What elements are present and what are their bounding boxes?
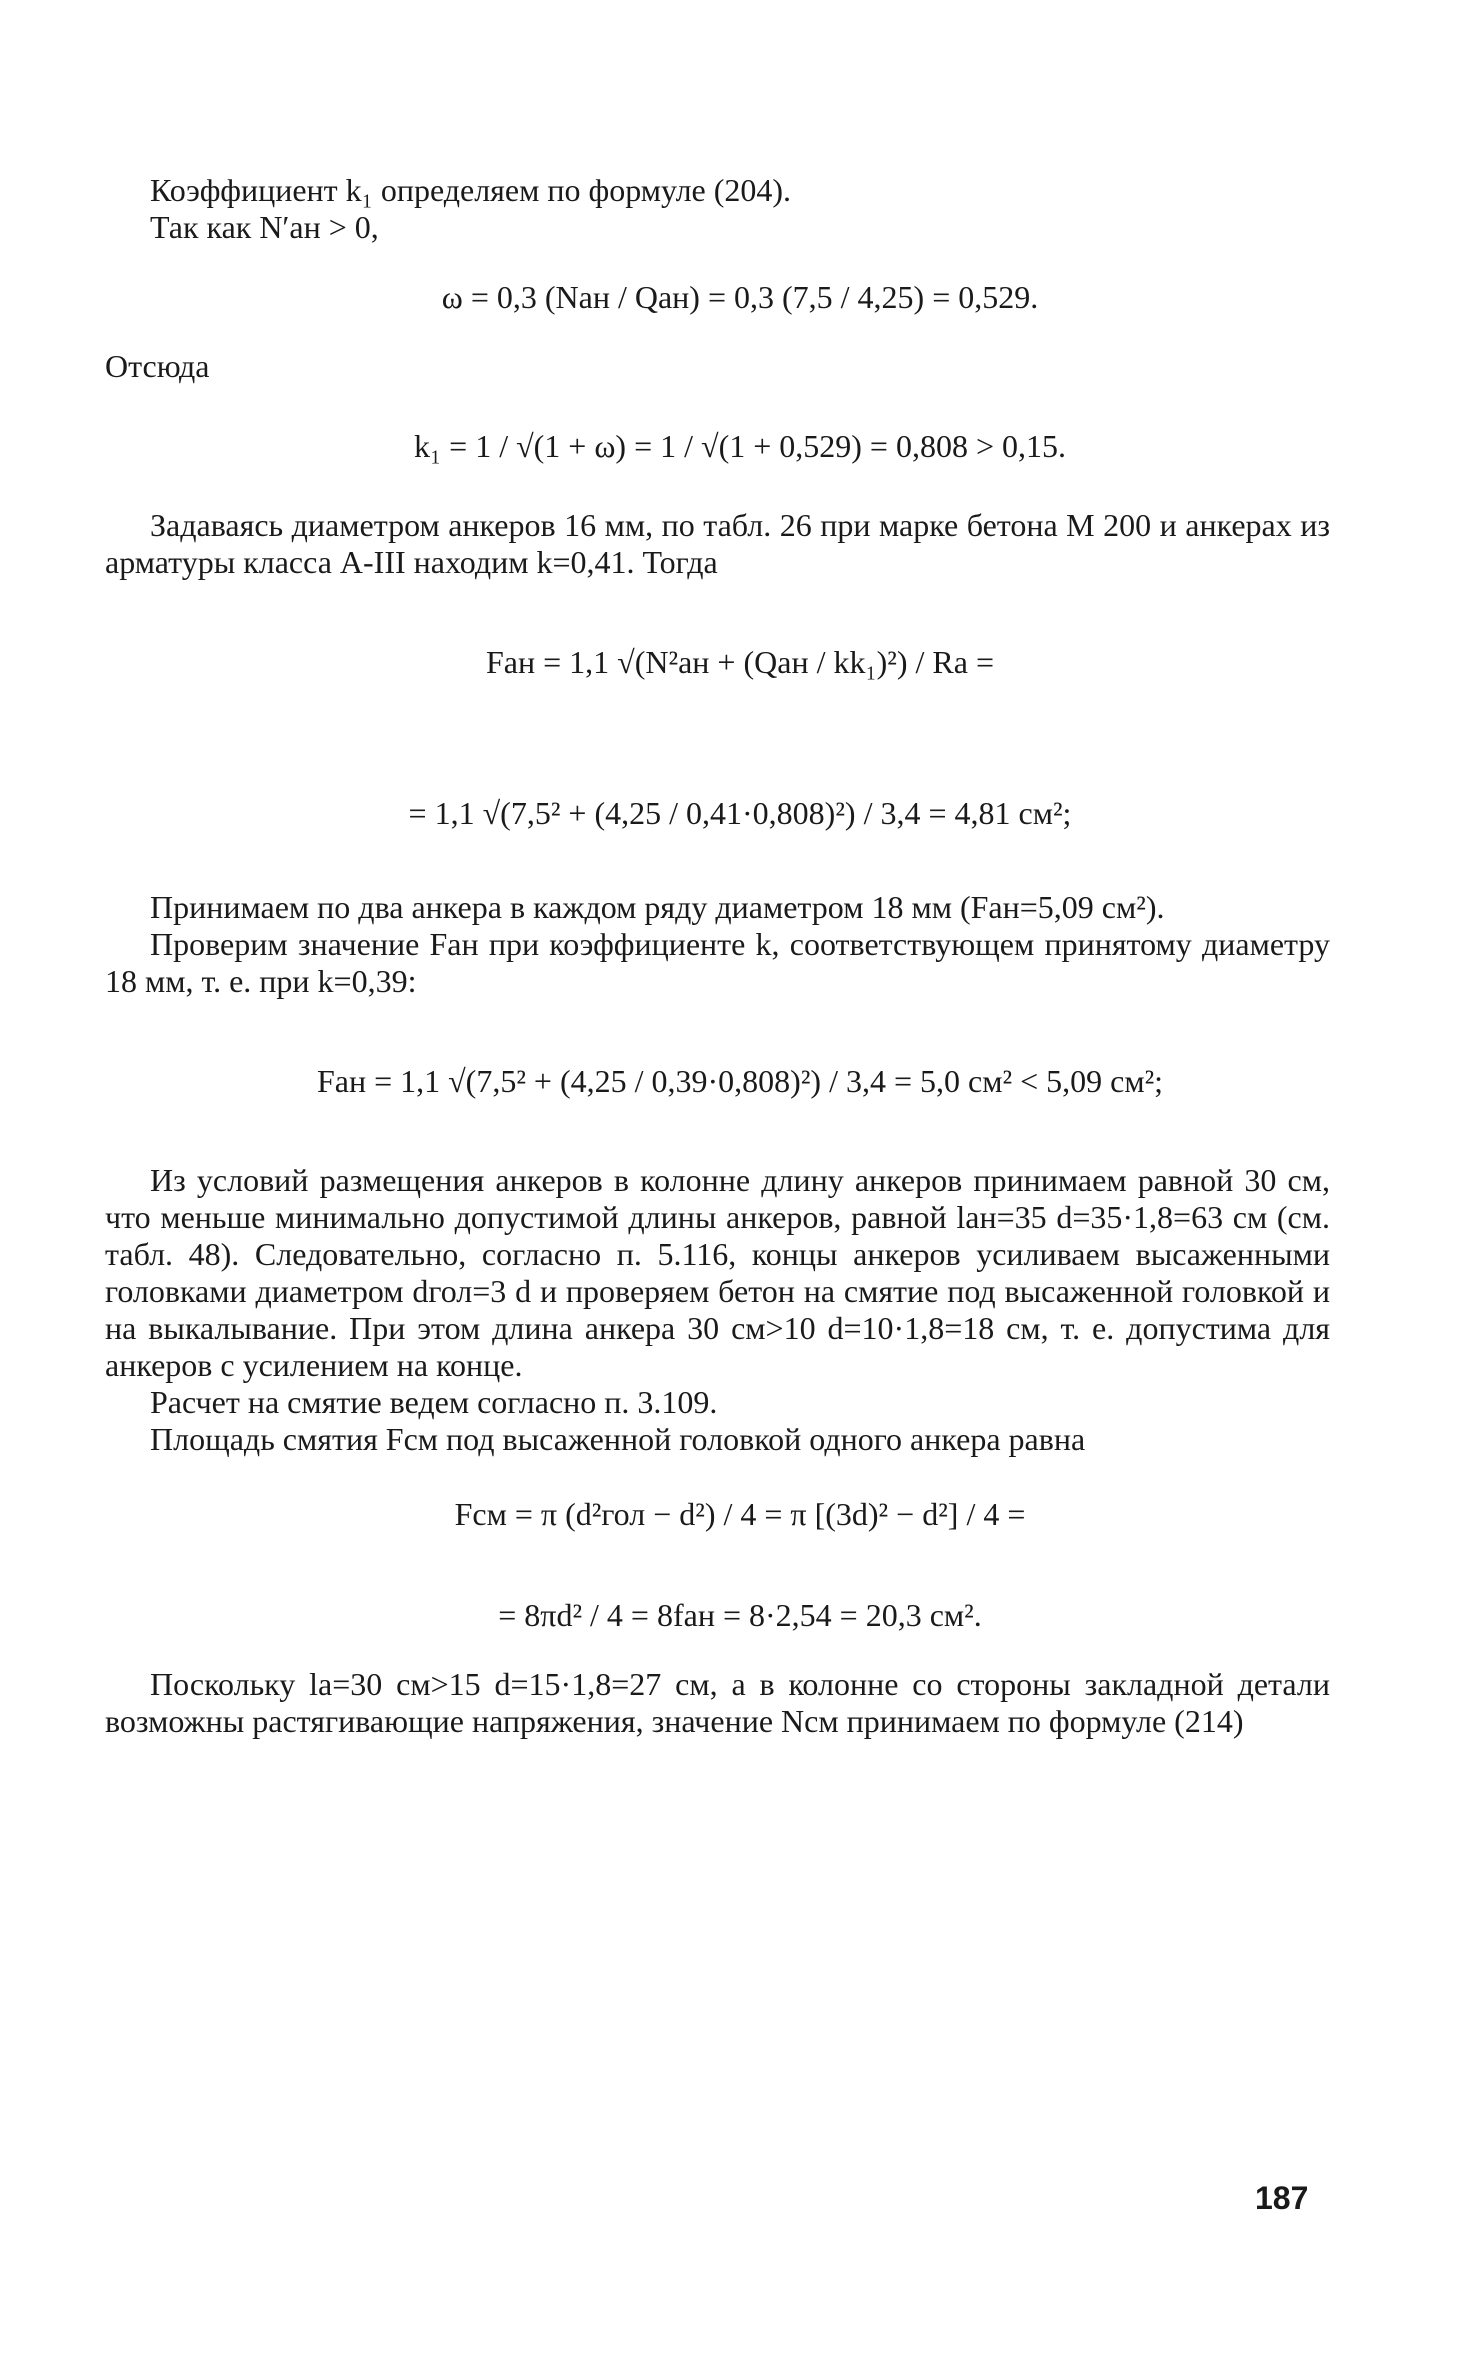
paragraph-2: Так как N′ан > 0, [150, 209, 379, 245]
paragraph-5: Принимаем по два анкера в каждом ряду диаметром 18 мм (Fан=5,09 см²). [150, 889, 1165, 925]
formula-fan-numeric: = 1,1 √(7,5² + (4,25 / 0,41·0,808)²) / 3,4 = 4,81 см²; [408, 794, 1072, 831]
formula-fan-check: Fан = 1,1 √(7,5² + (4,25 / 0,39·0,808)²) / 3,4 = 5,0 см² < 5,09 см²; [316, 1062, 1164, 1099]
paragraph-7: Из условий размещения анкеров в колонне длину анкеров принимаем равной 30 см, что меньше минимально допустимой длины анкеров, равной lан=35 d=35·1,8=63 см (см. табл. 48). Следовательно, согласно п. 5.116, концы анкеров усиливаем высаженными головками диаметром dгол=3 d и проверяем бетон на смятие под высаженной головкой и на выкалывание. При этом длина анкера 30 см>10 d=10·1,8=18 см, т. е. допустима для анкеров с усилением на конце. [105, 1162, 1330, 1383]
paragraph-1: Коэффициент k₁ определяем по формуле (204). [150, 172, 792, 208]
page-number: 187 [1255, 2180, 1309, 2216]
formula-omega: ω = 0,3 (Nан / Qан) = 0,3 (7,5 / 4,25) = 0,529. [441, 278, 1039, 315]
paragraph-10: Поскольку lа=30 см>15 d=15·1,8=27 см, а в колонне со стороны закладной детали возможны растягивающие напряжения, значение Nсм принимаем по формуле (214) [105, 1666, 1330, 1739]
paragraph-6: Проверим значение Fан при коэффициенте k, соответствующем принятому диаметру 18 мм, т. е. при k=0,39: [105, 926, 1330, 999]
paragraph-3: Отсюда [105, 348, 210, 384]
page-body [105, 172, 1330, 1740]
formula-k1: k₁ = 1 / √(1 + ω) = 1 / √(1 + 0,529) = 0,808 > 0,15. [413, 427, 1067, 464]
paragraph-8: Расчет на смятие ведем согласно п. 3.109. [150, 1384, 718, 1420]
formula-fan-general: Fан = 1,1 √(N²ан + (Qан / kk₁)²) / Rа = [486, 643, 994, 680]
formula-fsm: Fсм = π (d²гол − d²) / 4 = π [(3d)² − d²] / 4 = [454, 1495, 1026, 1532]
paragraph-4: Задаваясь диаметром анкеров 16 мм, по табл. 26 при марке бетона М 200 и анкерах из арматуры класса А-III находим k=0,41. Тогда [105, 507, 1330, 580]
paragraph-9: Площадь смятия Fсм под высаженной головкой одного анкера равна [150, 1421, 1086, 1457]
formula-fsm-value: = 8πd² / 4 = 8fан = 8·2,54 = 20,3 см². [498, 1596, 982, 1633]
